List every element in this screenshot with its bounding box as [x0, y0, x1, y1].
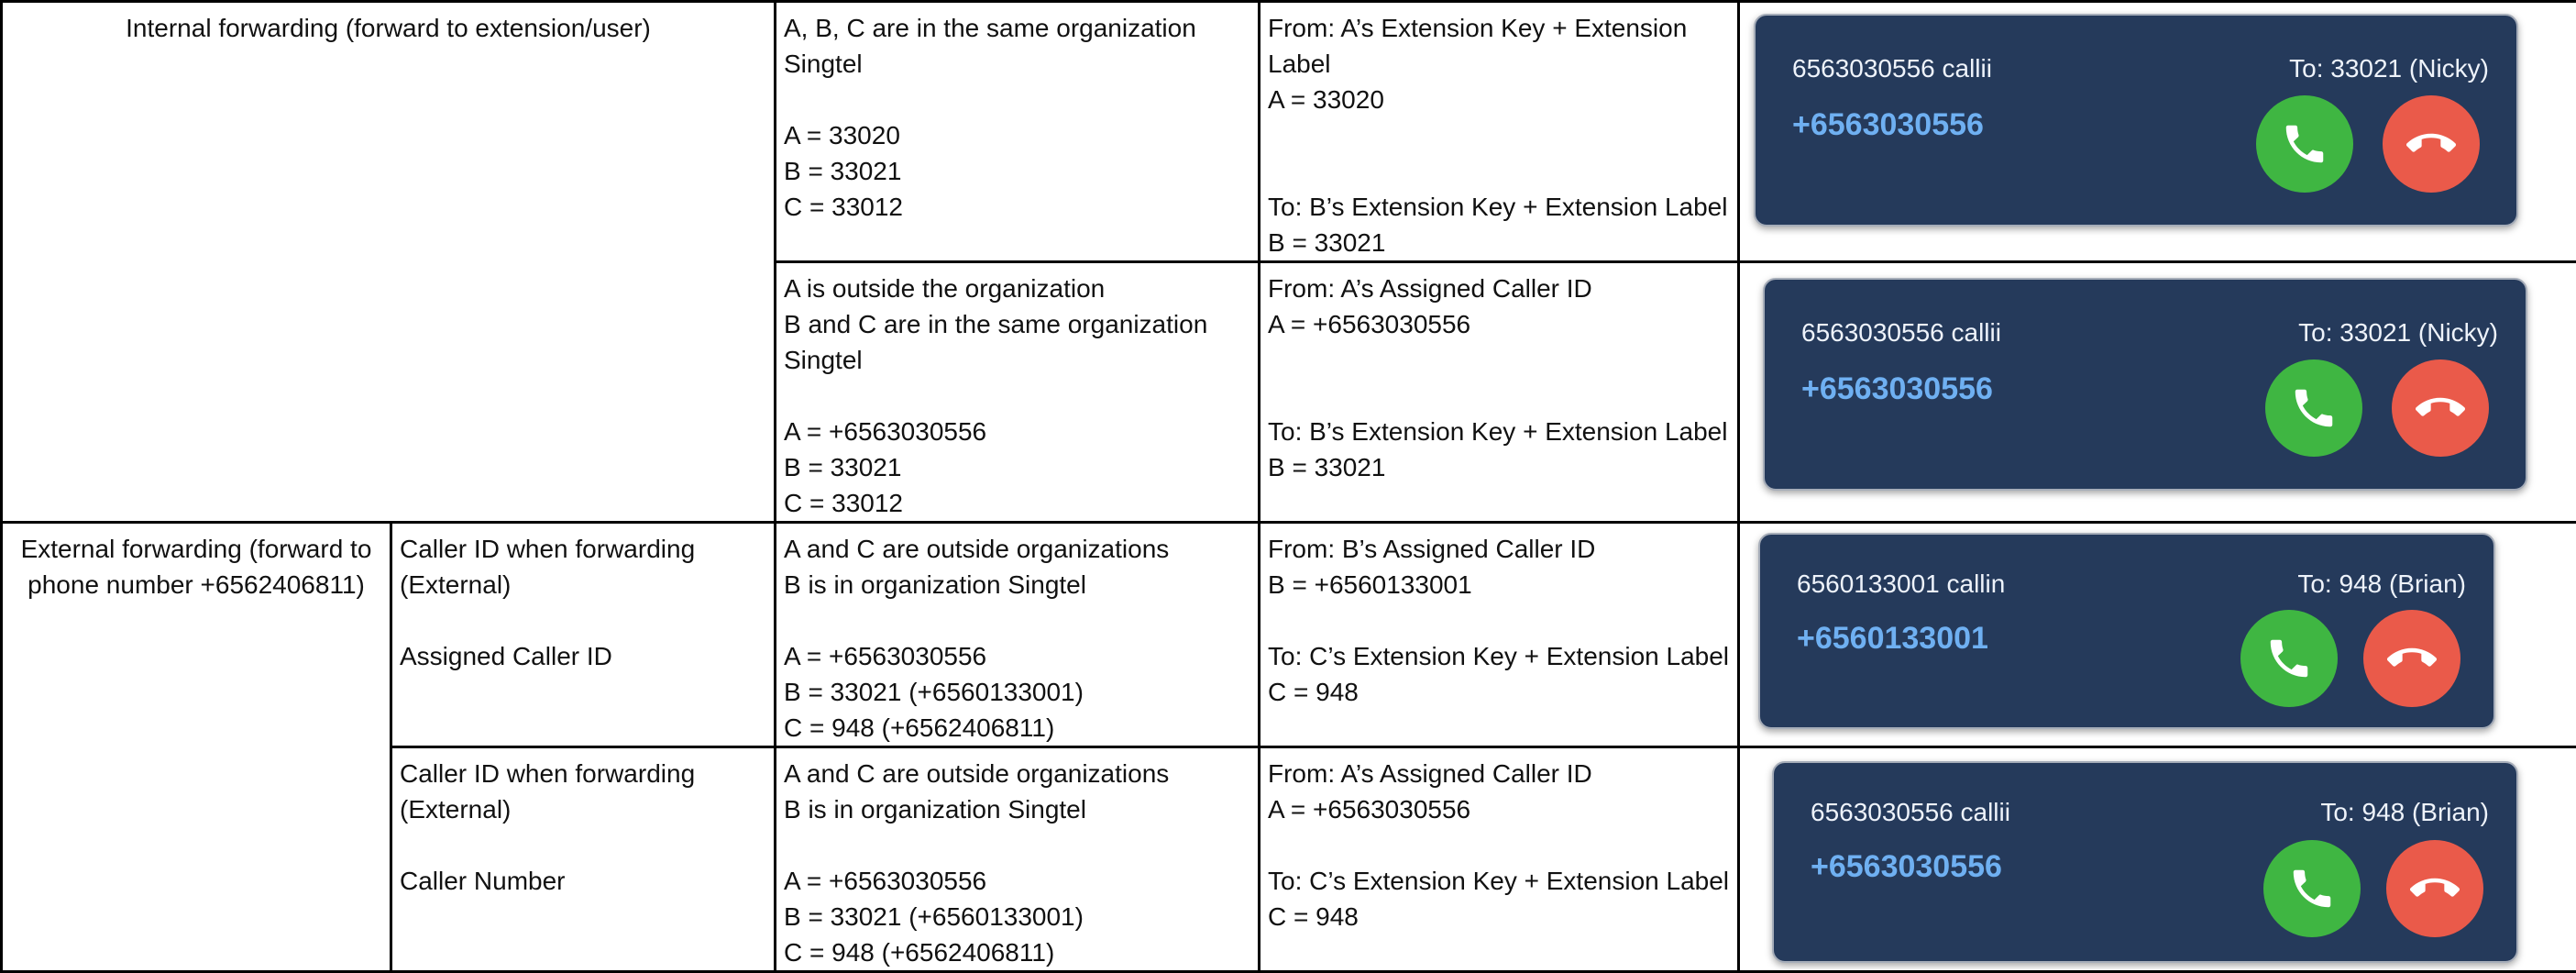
setup-line: C = 948 (+6562406811): [784, 710, 1250, 746]
calling-text: 6563030556 callii: [1801, 315, 2001, 350]
setup-line: C = 33012: [784, 189, 1250, 225]
setup-line: C = 33012: [784, 485, 1250, 521]
setup-line: A = +6563030556: [784, 863, 1250, 899]
option-cell: [391, 523, 776, 747]
incoming-call-card: [1772, 761, 2518, 963]
phone-accept-icon[interactable]: [2263, 840, 2361, 937]
setup-line: A = +6563030556: [784, 638, 1250, 674]
result-line: B = 33021: [1268, 449, 1730, 485]
setup-line: [784, 378, 1250, 414]
option-cell: [391, 747, 776, 972]
setup-cell: [776, 262, 1260, 523]
option-line: [400, 603, 766, 638]
category-label: External forwarding (forward to phone number +6562406811): [21, 535, 372, 599]
table-row: [2, 2, 2576, 262]
phone-decline-icon[interactable]: [2386, 840, 2483, 937]
setup-line: [784, 82, 1250, 117]
to-text: To: 33021 (Nicky): [2298, 315, 2498, 350]
setup-line: Singtel: [784, 342, 1250, 378]
result-line: C = 948: [1268, 899, 1730, 934]
setup-line: A and C are outside organizations: [784, 756, 1250, 791]
setup-line: B is in organization Singtel: [784, 791, 1250, 827]
result-line: A = +6563030556: [1268, 306, 1730, 342]
option-line: Caller ID when forwarding: [400, 756, 766, 791]
calling-text: 6563030556 callii: [1811, 794, 2010, 830]
incoming-call-card: [1763, 278, 2527, 491]
setup-line: B is in organization Singtel: [784, 567, 1250, 603]
result-line: From: A’s Assigned Caller ID: [1268, 756, 1730, 791]
to-text: To: 948 (Brian): [2297, 566, 2466, 602]
result-cell: [1260, 2, 1739, 262]
screenshot-cell: [1739, 747, 2576, 972]
option-line: (External): [400, 791, 766, 827]
setup-cell: [776, 747, 1260, 972]
result-line: C = 948: [1268, 674, 1730, 710]
incoming-call-card: [1758, 533, 2495, 729]
option-line: [400, 827, 766, 863]
result-line: From: B’s Assigned Caller ID: [1268, 531, 1730, 567]
caller-number: +6563030556: [1811, 849, 2002, 885]
to-text: To: 33021 (Nicky): [2289, 50, 2489, 86]
option-line: Assigned Caller ID: [400, 638, 766, 674]
category-label: Internal forwarding (forward to extension/user): [10, 10, 766, 46]
caller-number: +6563030556: [1801, 371, 1993, 407]
result-cell: [1260, 747, 1739, 972]
phone-accept-icon[interactable]: [2265, 359, 2362, 457]
screenshot-cell: [1739, 262, 2576, 523]
setup-line: Singtel: [784, 46, 1250, 82]
option-line: Caller ID when forwarding: [400, 531, 766, 567]
screenshot-cell: [1739, 2, 2576, 262]
result-line: A = 33020: [1268, 82, 1730, 117]
external-forwarding-cell: [2, 523, 391, 972]
setup-line: B = 33021: [784, 449, 1250, 485]
calling-text: 6560133001 callin: [1797, 566, 2005, 602]
result-line: Label: [1268, 46, 1730, 82]
result-line: To: C’s Extension Key + Extension Label: [1268, 638, 1730, 674]
phone-decline-icon[interactable]: [2383, 95, 2480, 193]
result-line: B = +6560133001: [1268, 567, 1730, 603]
setup-line: A = +6563030556: [784, 414, 1250, 449]
caller-number: +6563030556: [1792, 107, 1984, 143]
result-line: From: A’s Extension Key + Extension: [1268, 10, 1730, 46]
result-cell: [1260, 262, 1739, 523]
setup-line: A is outside the organization: [784, 271, 1250, 306]
calling-text: 6563030556 callii: [1792, 50, 1992, 86]
setup-line: [784, 827, 1250, 863]
setup-cell: [776, 2, 1260, 262]
option-line: (External): [400, 567, 766, 603]
option-line: Caller Number: [400, 863, 766, 899]
phone-accept-icon[interactable]: [2240, 610, 2338, 707]
result-cell: [1260, 523, 1739, 747]
setup-line: [784, 603, 1250, 638]
setup-line: C = 948 (+6562406811): [784, 934, 1250, 970]
incoming-call-card: [1754, 14, 2518, 227]
caller-number: +6560133001: [1797, 621, 1988, 657]
table-row: [2, 523, 2576, 747]
result-line: To: B’s Extension Key + Extension Label: [1268, 414, 1730, 449]
result-line: To: B’s Extension Key + Extension Label: [1268, 189, 1730, 225]
screenshot-cell: [1739, 523, 2576, 747]
phone-accept-icon[interactable]: [2256, 95, 2353, 193]
result-line: A = +6563030556: [1268, 791, 1730, 827]
setup-line: B = 33021: [784, 153, 1250, 189]
internal-forwarding-cell: [2, 2, 776, 523]
setup-line: B and C are in the same organization: [784, 306, 1250, 342]
result-line: To: C’s Extension Key + Extension Label: [1268, 863, 1730, 899]
setup-cell: [776, 523, 1260, 747]
phone-decline-icon[interactable]: [2392, 359, 2489, 457]
setup-line: A and C are outside organizations: [784, 531, 1250, 567]
phone-decline-icon[interactable]: [2363, 610, 2460, 707]
to-text: To: 948 (Brian): [2320, 794, 2489, 830]
setup-line: B = 33021 (+6560133001): [784, 674, 1250, 710]
setup-line: A, B, C are in the same organization: [784, 10, 1250, 46]
setup-line: A = 33020: [784, 117, 1250, 153]
setup-line: B = 33021 (+6560133001): [784, 899, 1250, 934]
result-line: B = 33021: [1268, 225, 1730, 260]
result-line: From: A’s Assigned Caller ID: [1268, 271, 1730, 306]
